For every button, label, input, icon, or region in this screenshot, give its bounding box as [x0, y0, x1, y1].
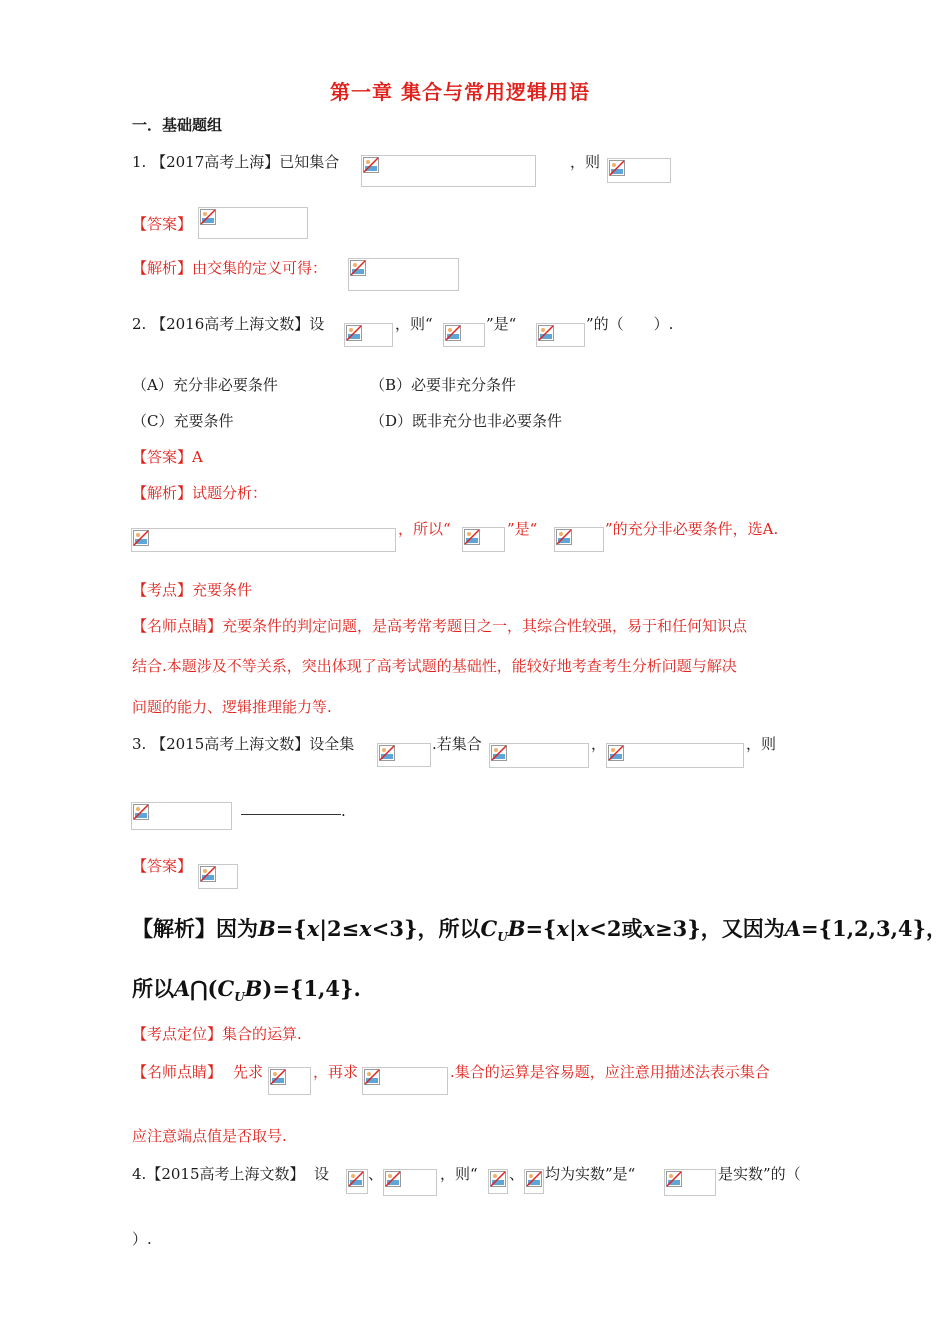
analysis-text: ，所以“	[398, 520, 451, 538]
math-text: )={1,4}.	[262, 976, 361, 1001]
question-number: 1.	[132, 153, 147, 171]
formula-image	[362, 1067, 448, 1095]
math-var: B	[507, 916, 526, 941]
question-text: ）.	[132, 1230, 152, 1248]
math-var: x	[359, 916, 372, 941]
broken-image-icon	[491, 745, 507, 761]
math-text: |	[569, 916, 577, 941]
answer-blank-underline	[241, 814, 341, 815]
answer-value: A	[192, 448, 203, 466]
formula-image	[377, 743, 431, 767]
formula-image	[361, 155, 536, 187]
answer-line	[132, 447, 203, 467]
broken-image-icon	[133, 804, 149, 820]
teacher-tips-text: .集合的运算是容易题，应注意用描述法表示集合	[450, 1063, 770, 1081]
question-number: 2.	[132, 315, 147, 333]
math-text: |2≤	[319, 916, 360, 941]
formula-image	[606, 743, 744, 768]
question-text: .	[341, 802, 346, 820]
section-heading: 一．基础题组	[132, 116, 223, 134]
question-text: ，则	[746, 735, 777, 753]
question-text: 已知集合	[279, 153, 340, 171]
question-text: ”的（ ）.	[586, 315, 674, 333]
knowledge-point-text: 集合的运算.	[222, 1025, 302, 1043]
math-var: B	[258, 916, 276, 941]
teacher-tips-label: 【名师点睛】	[132, 1063, 223, 1081]
question-text: 设	[309, 315, 325, 333]
knowledge-point-line	[132, 1024, 302, 1044]
answer-label: 【答案】	[132, 857, 193, 875]
math-text: ={1,2,3,4}，	[801, 916, 948, 941]
broken-image-icon	[609, 160, 625, 176]
broken-image-icon	[538, 325, 554, 341]
formula-image	[344, 323, 393, 347]
broken-image-icon	[608, 745, 624, 761]
formula-image	[268, 1067, 311, 1095]
broken-image-icon	[526, 1171, 542, 1187]
teacher-tips-text: 应注意端点值是否取号.	[132, 1127, 287, 1145]
answer-label: 【答案】	[132, 448, 193, 466]
formula-image	[489, 743, 589, 768]
math-text: ={	[525, 916, 557, 941]
question-number: 3.	[132, 735, 147, 753]
question-text: ，	[591, 735, 607, 753]
question-text: ，则“	[395, 315, 433, 333]
question-source-tag: 【2015高考上海文数】	[146, 1165, 305, 1183]
analysis-text: 试题分析：	[192, 484, 268, 502]
question-source-tag: 【2016高考上海文数】	[151, 315, 310, 333]
teacher-tips-text: 结合.本题涉及不等关系，突出体现了高考试题的基础性，能较好地考查考生分析问题与解决	[132, 657, 737, 675]
option-d: （D）既非充分也非必要条件	[370, 412, 563, 430]
formula-image	[607, 158, 671, 183]
math-text: ={	[275, 916, 307, 941]
option-b: （B）必要非充分条件	[370, 376, 517, 394]
teacher-tips-text: 问题的能力、逻辑推理能力等.	[132, 698, 332, 716]
question-text: 、	[368, 1165, 384, 1183]
broken-image-icon	[200, 866, 216, 882]
question-3-line	[132, 734, 354, 754]
math-var: x	[306, 916, 320, 941]
question-text: 均为实数”是“	[545, 1165, 636, 1183]
knowledge-point-label: 【考点】	[132, 581, 193, 599]
analysis-text: 由交集的定义可得：	[192, 259, 328, 277]
broken-image-icon	[556, 529, 572, 545]
math-var: A	[784, 916, 802, 941]
formula-image	[383, 1169, 437, 1196]
question-text: ，则“	[440, 1165, 478, 1183]
answer-image	[198, 207, 308, 239]
formula-image	[462, 527, 505, 552]
answer-image	[198, 864, 238, 889]
broken-image-icon	[364, 1069, 380, 1085]
broken-image-icon	[490, 1171, 506, 1187]
formula-image	[536, 323, 585, 347]
knowledge-point-line	[132, 580, 252, 600]
formula-image	[348, 258, 459, 291]
formula-image	[664, 1169, 716, 1196]
formula-image	[131, 802, 232, 830]
question-text: ”是“	[486, 315, 517, 333]
analysis-text: ”的充分非必要条件，选A.	[605, 520, 779, 538]
broken-image-icon	[200, 209, 216, 225]
formula-image	[131, 528, 396, 552]
question-text: 设	[314, 1165, 330, 1183]
math-var: x	[576, 916, 590, 941]
math-subscript: U	[497, 930, 508, 945]
formula-image	[488, 1169, 508, 1194]
broken-image-icon	[363, 157, 379, 173]
page-title: 第一章 集合与常用逻辑用语	[330, 80, 590, 104]
math-var: C	[217, 976, 235, 1001]
math-var: x	[556, 916, 570, 941]
question-number: 4.	[132, 1165, 147, 1183]
question-text: 、	[509, 1165, 525, 1183]
answer-label: 【答案】	[132, 215, 193, 233]
formula-image	[524, 1169, 544, 1194]
question-source-tag: 【2017高考上海】	[151, 153, 280, 171]
broken-image-icon	[445, 325, 461, 341]
math-var: x	[642, 916, 655, 941]
broken-image-icon	[133, 530, 149, 546]
math-text: <3}，所以	[371, 916, 481, 941]
math-var: C	[480, 916, 498, 941]
teacher-tips-text: 充要条件的判定问题，是高考常考题目之一，其综合性较强，易于和任何知识点	[222, 617, 748, 635]
formula-image	[554, 527, 604, 552]
broken-image-icon	[385, 1171, 401, 1187]
question-4-line	[132, 1164, 329, 1184]
teacher-tips-line	[132, 616, 747, 636]
math-subscript: U	[234, 990, 245, 1005]
question-text: .若集合	[432, 735, 482, 753]
analysis-label: 【解析】	[132, 259, 193, 277]
broken-image-icon	[348, 1171, 364, 1187]
question-source-tag: 【2015高考上海文数】	[151, 735, 310, 753]
math-var: A	[174, 976, 191, 1001]
math-text: <2或	[589, 916, 643, 941]
math-text: ≥3}，又因为	[655, 916, 785, 941]
analysis-text: 因为	[216, 916, 258, 941]
knowledge-point-label: 【考点定位】	[132, 1025, 223, 1043]
question-text: 是实数”的（	[718, 1165, 801, 1183]
analysis-line	[132, 258, 327, 278]
knowledge-point-text: 充要条件	[192, 581, 253, 599]
option-c: （C）充要条件	[132, 412, 234, 430]
analysis-formula-line	[132, 913, 947, 944]
math-text: ⋂(	[190, 976, 218, 1001]
broken-image-icon	[379, 745, 395, 761]
broken-image-icon	[346, 325, 362, 341]
question-text: 设全集	[309, 735, 355, 753]
formula-image	[346, 1169, 368, 1194]
analysis-line	[132, 483, 267, 503]
question-2-line	[132, 314, 324, 334]
broken-image-icon	[350, 260, 366, 276]
analysis-text: ”是“	[507, 520, 538, 538]
broken-image-icon	[270, 1069, 286, 1085]
broken-image-icon	[666, 1171, 682, 1187]
teacher-tips-text: ，再求	[313, 1063, 359, 1081]
analysis-label: 【解析】	[132, 916, 216, 941]
analysis-text: 所以	[132, 976, 174, 1001]
teacher-tips-label: 【名师点睛】	[132, 617, 223, 635]
analysis-label: 【解析】	[132, 484, 193, 502]
option-a: （A）充分非必要条件	[132, 376, 278, 394]
question-text: ，则	[570, 153, 601, 171]
question-1-line	[132, 152, 339, 172]
analysis-formula-line	[132, 973, 361, 1004]
formula-image	[443, 323, 485, 347]
broken-image-icon	[464, 529, 480, 545]
teacher-tips-text: 先求	[233, 1063, 264, 1081]
math-var: B	[244, 976, 263, 1001]
